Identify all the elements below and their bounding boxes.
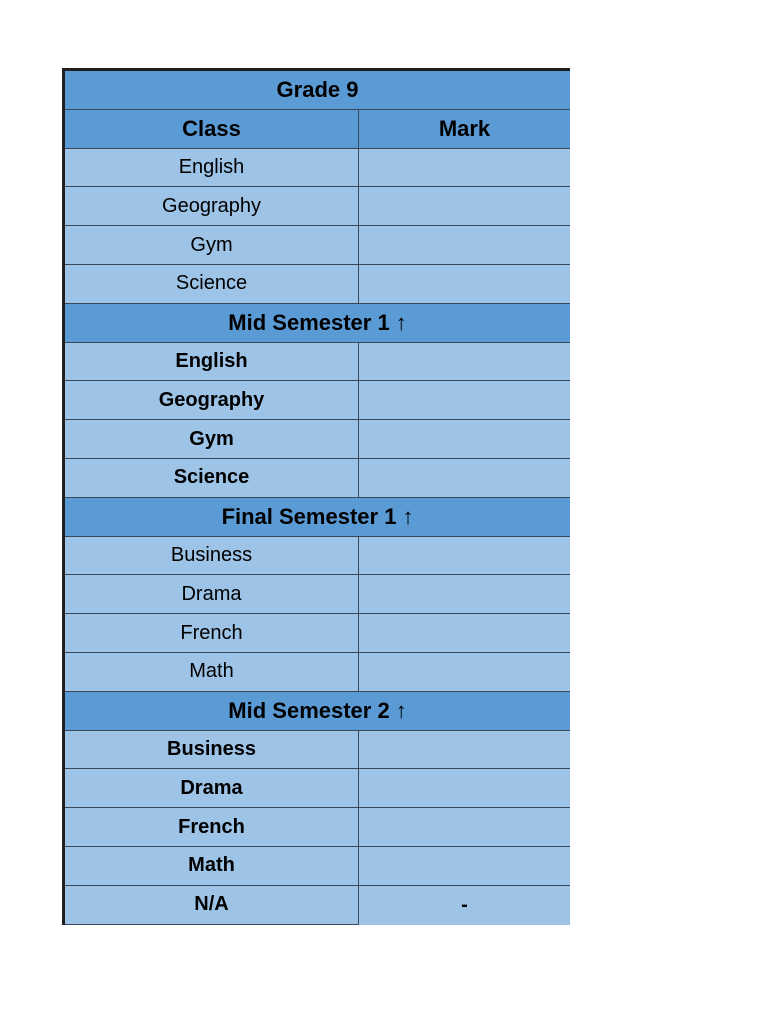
column-header-row [65,110,570,149]
table-row [65,653,570,692]
mark-cell[interactable] [359,653,570,691]
table-row [65,614,570,653]
class-cell[interactable]: Business [65,731,359,769]
class-cell[interactable]: Science [65,459,359,497]
class-cell[interactable]: Gym [65,420,359,458]
section-footer-cell[interactable] [65,304,570,342]
section-footer-final-semester-1 [65,498,570,537]
mark-cell[interactable] [359,149,570,187]
class-cell[interactable]: French [65,614,359,652]
mark-cell[interactable] [359,575,570,613]
mark-cell[interactable] [359,614,570,652]
table-title-row [65,71,570,110]
table-row [65,537,570,576]
table-row [65,381,570,420]
class-cell[interactable]: Science [65,265,359,303]
mark-cell[interactable]: - [461,893,468,916]
mark-cell[interactable] [359,847,570,885]
column-header-mark[interactable]: Mark [438,115,491,141]
table-row [65,265,570,304]
class-cell[interactable]: Math [65,653,359,691]
table-row [65,459,570,498]
table-row [65,187,570,226]
class-cell[interactable]: N/A [65,886,359,925]
mark-cell[interactable] [359,420,570,458]
class-cell[interactable]: French [65,808,359,846]
section-footer-cell[interactable] [65,498,570,536]
class-cell[interactable]: Geography [65,187,359,225]
grade-table [62,68,570,925]
table-row [65,808,570,847]
class-cell[interactable]: English [65,149,359,187]
mark-cell[interactable] [359,769,570,807]
class-cell[interactable]: English [65,343,359,381]
section-footer-label: Final Semester 1 [221,503,397,529]
mark-cell[interactable] [359,265,570,303]
arrow-up-icon: ↑ [402,503,414,529]
table-row [65,343,570,382]
section-footer-mid-semester-1 [65,304,570,343]
mark-cell[interactable] [359,226,570,264]
mark-cell[interactable] [359,537,570,575]
section-footer-label: Mid Semester 1 [228,309,390,335]
section-footer-label: Mid Semester 2 [228,697,390,723]
table-row [65,226,570,265]
arrow-up-icon: ↑ [395,697,407,723]
column-header-class[interactable]: Class [65,110,359,148]
table-row [65,149,570,188]
class-cell[interactable]: Math [65,847,359,885]
arrow-up-icon: ↑ [395,309,407,335]
table-row [65,575,570,614]
class-cell[interactable]: Gym [65,226,359,264]
mark-cell[interactable] [359,731,570,769]
mark-cell[interactable] [359,381,570,419]
class-cell[interactable]: Geography [65,381,359,419]
mark-cell[interactable] [359,808,570,846]
class-cell[interactable]: Drama [65,769,359,807]
mark-cell[interactable] [359,187,570,225]
table-row [65,420,570,459]
mark-cell[interactable] [359,343,570,381]
class-cell[interactable]: Drama [65,575,359,613]
table-row [65,886,570,925]
mark-cell[interactable] [359,459,570,497]
class-cell[interactable]: Business [65,537,359,575]
table-row [65,731,570,770]
section-footer-cell[interactable] [65,692,570,730]
table-title[interactable]: Grade 9 [276,76,359,102]
table-row [65,847,570,886]
table-row [65,769,570,808]
section-footer-mid-semester-2 [65,692,570,731]
